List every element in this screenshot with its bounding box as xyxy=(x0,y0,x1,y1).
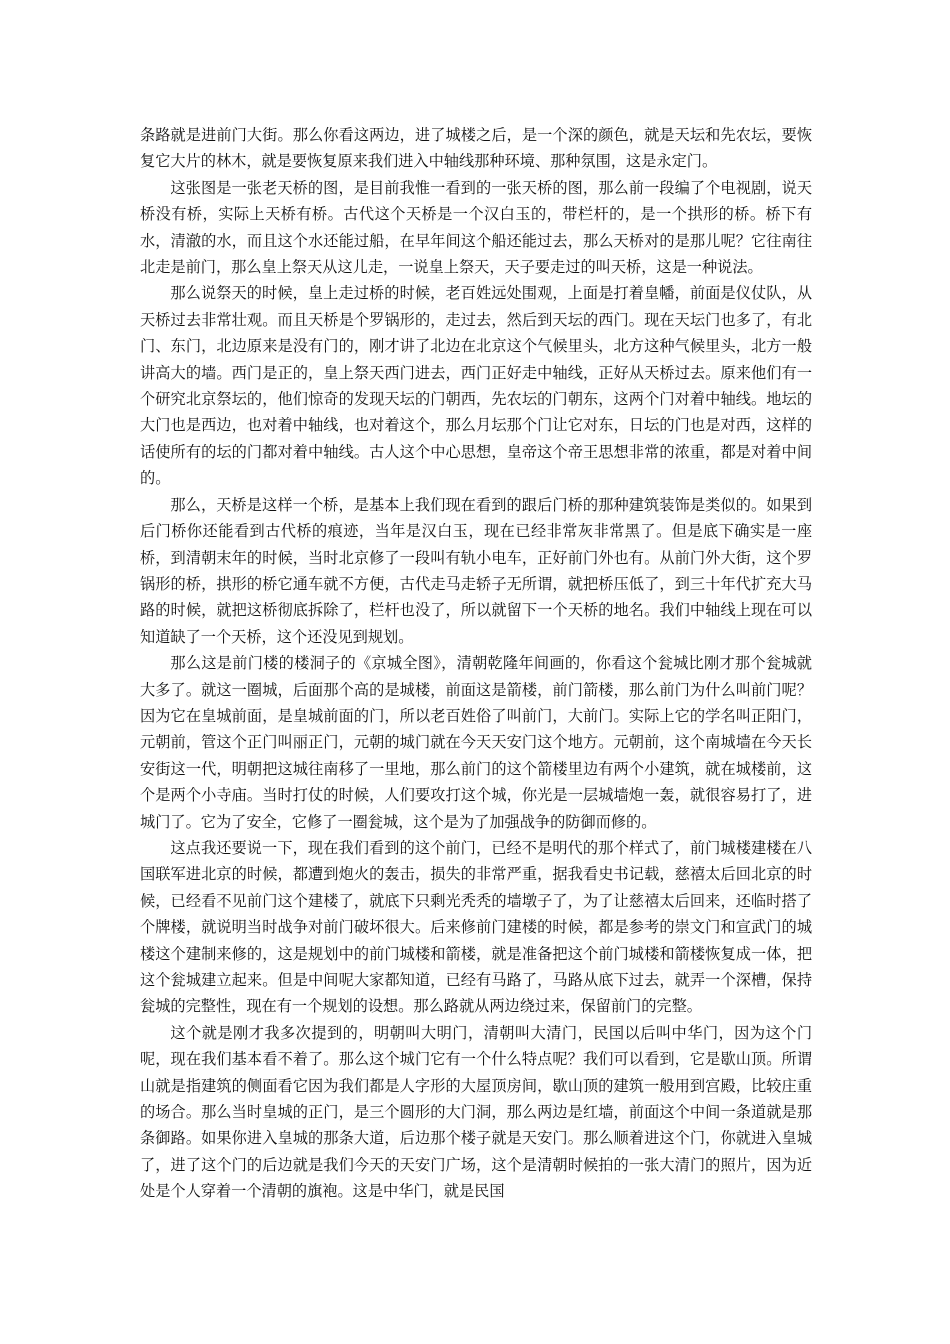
paragraph-4: 那么，天桥是这样一个桥，是基本上我们现在看到的跟后门桥的那种建筑装饰是类似的。如果到后门桥你还能看到古代桥的痕迹，当年是汉白玉，现在已经非常灰非常黑了。但是底下确实是一座桥，到清朝末年的时候，当时北京修了一段叫有轨小电车，正好前门外也有。从前门外大街，这个罗锅形的桥，拱形的桥它通车就不方便，古代走马走轿子无所谓，就把桥压低了，到三十年代扩充大马路的时候，就把这桥彻底拆除了，栏杆也没了，所以就留下一个天桥的地名。我们中轴线上现在可以知道缺了一个天桥，这个还没见到规划。 xyxy=(140,495,812,646)
paragraph-7: 这个就是刚才我多次提到的，明朝叫大明门，清朝叫大清门，民国以后叫中华门，因为这个门呢，现在我们基本看不着了。那么这个城门它有一个什么特点呢？我们可以看到，它是歇山顶。所谓山就是指建筑的侧面看它因为我们都是人字形的大屋顶房间，歇山顶的建筑一般用到宫殿，比较庄重的场合。那么当时皇城的正门，是三个圆形的大门洞，那么两边是红墙，前面这个中间一条道就是那条御路。如果你进入皇城的那条大道，后边那个楼子就是天安门。那么顺着进这个门，你就进入皇城了，进了这个门的后边就是我们今天的天安门广场，这个是清朝时候拍的一张大清门的照片，因为近处是个人穿着一个清朝的旗袍。这是中华门，就是民国 xyxy=(140,1023,812,1201)
paragraph-1: 条路就是进前门大街。那么你看这两边，进了城楼之后，是一个深的颜色，就是天坛和先农坛，要恢复它大片的林木，就是要恢复原来我们进入中轴线那种环境、那种氛围，这是永定门。 xyxy=(140,126,812,171)
paragraph-3: 那么说祭天的时候，皇上走过桥的时候，老百姓远处围观，上面是打着皇幡，前面是仪仗队，从天桥过去非常壮观。而且天桥是个罗锅形的，走过去，然后到天坛的西门。现在天坛门也多了，有北门、东门，北边原来是没有门的，刚才讲了北边在北京这个气候里头，北方这种气候里头，北方一般讲高大的墙。西门是正的，皇上祭天西门进去，西门正好走中轴线，正好从天桥过去。原来他们有一个研究北京祭坛的，他们惊奇的发现天坛的门朝西，先农坛的门朝东，这两个门对着中轴线。地坛的大门也是西边，也对着中轴线，也对着这个，那么月坛那个门让它对东，日坛的门也是对西，这样的话使所有的坛的门都对着中轴线。古人这个中心思想，皇帝这个帝王思想非常的浓重，都是对着中间的。 xyxy=(140,284,812,488)
paragraph-2: 这张图是一张老天桥的图，是目前我惟一看到的一张天桥的图，那么前一段编了个电视剧，说天桥没有桥，实际上天桥有桥。古代这个天桥是一个汉白玉的，带栏杆的，是一个拱形的桥。桥下有水，清澈的水，而且这个水还能过船，在早年间这个船还能过去，那么天桥对的是那儿呢？它往南往北走是前门，那么皇上祭天从这儿走，一说皇上祭天，天子要走过的叫天桥，这是一种说法。 xyxy=(140,178,812,277)
paragraph-6: 这点我还要说一下，现在我们看到的这个前门，已经不是明代的那个样式了，前门城楼建楼在八国联军进北京的时候，都遭到炮火的轰击，损失的非常严重，据我看史书记载，慈禧太后回北京的时候，已经看不见前门这个建楼了，就底下只剩光秃秃的墙墩子了，为了让慈禧太后回来，还临时搭了个牌楼，就说明当时战争对前门破坏很大。后来修前门建楼的时候，都是参考的崇文门和宣武门的城楼这个建制来修的，这是规划中的前门城楼和箭楼，就是准备把这个前门城楼和箭楼恢复成一体，把这个瓮城建立起来。但是中间呢大家都知道，已经有马路了，马路从底下过去，就弄一个深槽，保持瓮城的完整性，现在有一个规划的设想。那么路就从两边绕过来，保留前门的完整。 xyxy=(140,838,812,1016)
paragraph-5: 那么这是前门楼的楼洞子的《京城全图》，清朝乾隆年间画的，你看这个瓮城比刚才那个瓮城就大多了。就这一圈城，后面那个高的是城楼，前面这是箭楼，前门箭楼，那么前门为什么叫前门呢？因为它在皇城前面，是皇城前面的门，所以老百姓俗了叫前门，大前门。实际上它的学名叫正阳门，元朝前，管这个正门叫丽正门，元朝的城门就在今天天安门这个地方。元朝前，这个南城墙在今天长安街这一代，明朝把这城往南移了一里地，那么前门的这个箭楼里边有两个小建筑，就在城楼前，这个是两个小寺庙。当时打仗的时候，人们要攻打这个城，你光是一层城墙炮一轰，就很容易打了，进城门了。它为了安全，它修了一圈瓮城，这个是为了加强战争的防御而修的。 xyxy=(140,654,812,831)
document-page xyxy=(140,122,812,1205)
